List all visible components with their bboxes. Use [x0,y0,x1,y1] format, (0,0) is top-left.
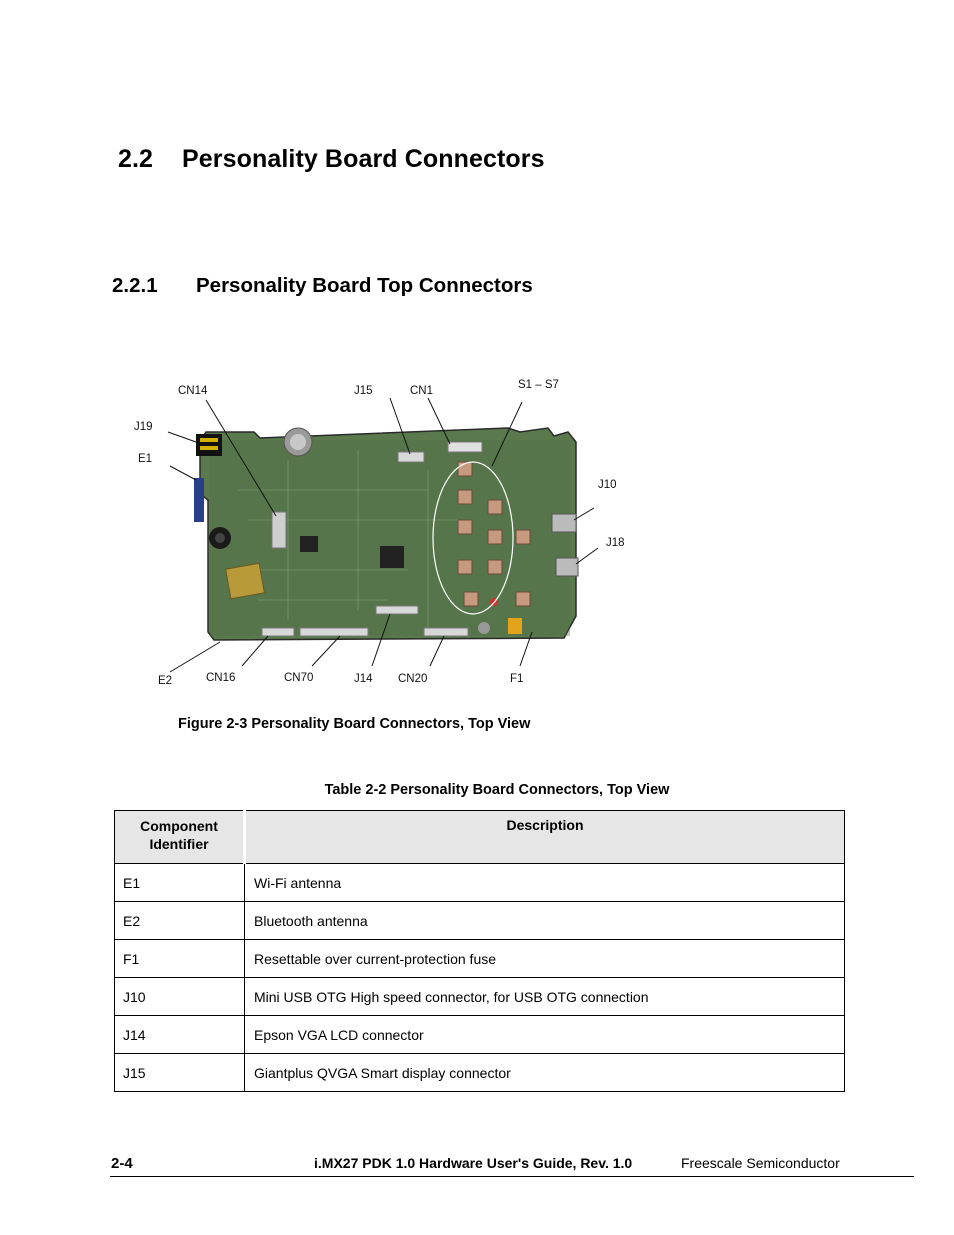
cn20-connector [424,628,468,636]
standoff [478,622,490,634]
table-caption: Table 2-2 Personality Board Connectors, Top View [324,782,670,798]
table-row [115,940,845,978]
f1-fuse [508,618,522,634]
gold-module [226,563,265,598]
footer-rule [110,1176,914,1177]
label-j15: J15 [354,385,373,397]
table-row [115,1054,845,1092]
cn1-connector [448,442,482,452]
cn16-connector [262,628,294,636]
board-figure [128,370,648,690]
connectors-table [114,810,845,1092]
subsection-number: 2.2.1 [112,274,158,297]
label-j18: J18 [606,537,625,549]
label-cn70: CN70 [284,672,314,684]
j19-stripe [200,446,218,450]
label-cn16: CN16 [206,672,236,684]
coin-cell-center [290,434,306,450]
j10-usb [552,514,576,532]
cell-component-id: J14 [115,1016,245,1054]
section-number: 2.2 [118,145,154,173]
cell-component-id: J10 [115,978,245,1016]
header-description: Description [245,811,845,864]
section-heading [118,145,545,174]
cell-component-id: F1 [115,940,245,978]
label-s1-s7: S1 – S7 [518,379,559,391]
cell-component-id: E1 [115,864,245,902]
board-illustration [128,370,648,690]
label-j10: J10 [598,479,617,491]
cn70-connector [300,628,368,636]
subsection-heading [112,274,533,298]
cn14-connector [272,512,286,548]
j18-usb [556,558,578,576]
table-header-row [115,811,845,864]
table-row [115,902,845,940]
footer-page-number: 2-4 [111,1155,133,1172]
label-e1: E1 [138,453,153,465]
label-f1: F1 [510,673,524,685]
figure-caption: Figure 2-3 Personality Board Connectors, Top View [178,716,531,732]
cell-description: Mini USB OTG High speed connector, for USB OTG connection [245,978,845,1016]
chip-main [380,546,404,568]
label-j19: J19 [134,421,153,433]
label-cn20: CN20 [398,673,428,685]
section-title: Personality Board Connectors [182,145,545,173]
cell-component-id: J15 [115,1054,245,1092]
label-cn14: CN14 [178,385,208,397]
cell-component-id: E2 [115,902,245,940]
cell-description: Resettable over current-protection fuse [245,940,845,978]
label-cn1: CN1 [410,385,434,397]
cell-description: Bluetooth antenna [245,902,845,940]
j15-connector [398,452,424,462]
table-row [115,864,845,902]
table-row [115,978,845,1016]
subsection-title: Personality Board Top Connectors [196,274,533,297]
camera-lens [215,533,225,543]
chip [300,536,318,552]
j19-jack [196,434,222,456]
table-row [115,1016,845,1054]
footer-company: Freescale Semiconductor [681,1155,840,1171]
j19-stripe [200,438,218,442]
j14-connector [376,606,418,614]
cell-description: Giantplus QVGA Smart display connector [245,1054,845,1092]
cell-description: Epson VGA LCD connector [245,1016,845,1054]
footer-document-title: i.MX27 PDK 1.0 Hardware User's Guide, Rev. 1.0 [314,1155,633,1171]
label-j14: J14 [354,673,373,685]
header-component-identifier: Component Identifier [115,811,245,864]
e1-antenna [194,478,204,522]
cell-description: Wi-Fi antenna [245,864,845,902]
label-e2: E2 [158,675,173,687]
